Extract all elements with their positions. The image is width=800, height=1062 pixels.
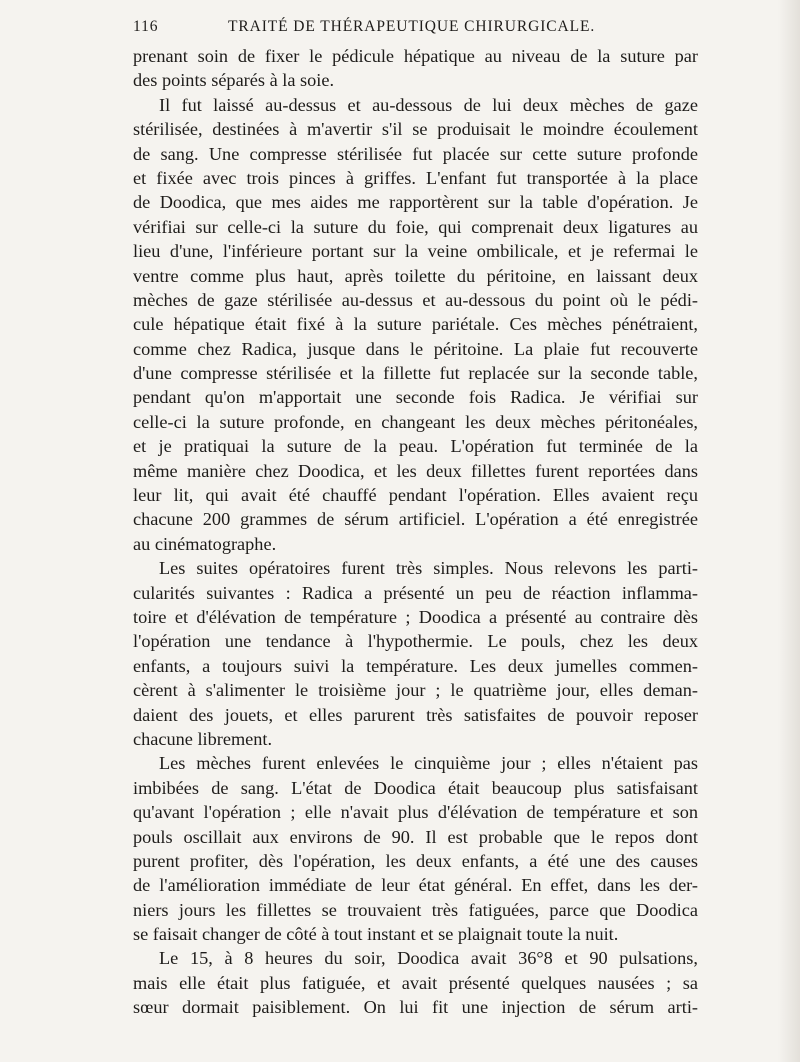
text-line: stérilisée, destinées à m'avertir s'il se produisait le moindre écoulement: [133, 119, 698, 140]
text-line: de sang. Une compresse stérilisée fut placée sur cette suture profonde: [133, 143, 698, 164]
text-line: mais elle était plus fatiguée, et avait présenté quelques nausées ; sa: [133, 972, 698, 993]
text-line: cule hépatique était fixé à la suture pariétale. Ces mèches pénétraient,: [133, 314, 698, 335]
text-line: toire et d'élévation de température ; Doodica a présenté au contraire dès: [133, 606, 698, 627]
text-line: même manière chez Doodica, et les deux fillettes furent reportées dans: [133, 460, 698, 481]
text-line: chacune 200 grammes de sérum artificiel. L'opération a été enregistrée: [133, 509, 698, 530]
text-line: cèrent à s'alimenter le troisième jour ; le quatrième jour, elles deman-: [133, 680, 698, 701]
text-line: celle-ci la suture profonde, en changeant les deux mèches péritonéales,: [133, 411, 698, 432]
running-head: [0, 18, 800, 42]
text-line: ventre comme plus haut, après toilette du péritoine, en laissant deux: [133, 265, 698, 286]
text-line: Le 15, à 8 heures du soir, Doodica avait 36°8 et 90 pulsations,: [159, 948, 698, 969]
text-line: cularités suivantes : Radica a présenté un peu de réaction inflamma-: [133, 582, 698, 603]
text-line: se faisait changer de côté à tout instant et se plaignait toute la nuit.: [133, 924, 619, 945]
text-line: Les suites opératoires furent très simples. Nous relevons les parti-: [159, 558, 698, 579]
text-line: purent profiter, dès l'opération, les deux enfants, a été une des causes: [133, 850, 698, 871]
text-line: de Doodica, que mes aides me rapportèrent sur la table d'opération. Je: [133, 192, 698, 213]
text-line: enfants, a toujours suivi la température. Les deux jumelles commen-: [133, 655, 698, 676]
text-line: chacune librement.: [133, 728, 273, 749]
text-line: Les mèches furent enlevées le cinquième jour ; elles n'étaient pas: [159, 753, 698, 774]
text-line: et je pratiquai la suture de la peau. L'opération fut terminée de la: [133, 436, 698, 457]
text-line: qu'avant l'opération ; elle n'avait plus d'élévation de température et son: [133, 802, 698, 823]
text-line: au cinématographe.: [133, 533, 277, 554]
text-line: des points séparés à la soie.: [133, 70, 335, 91]
page-number: 116: [133, 18, 159, 35]
text-line: de l'amélioration immédiate de leur état général. En effet, dans les der-: [133, 875, 698, 896]
running-title: TRAITÉ DE THÉRAPEUTIQUE CHIRURGICALE.: [228, 18, 596, 35]
text-line: leur lit, qui avait été chauffé pendant l'opération. Elles avaient reçu: [133, 485, 698, 506]
page-edge-shadow: [778, 0, 800, 1062]
text-line: et fixée avec trois pinces à griffes. L'enfant fut transportée à la place: [133, 167, 698, 188]
text-line: Il fut laissé au-dessus et au-dessous de lui deux mèches de gaze: [159, 94, 698, 115]
text-line: prenant soin de fixer le pédicule hépatique au niveau de la suture par: [133, 46, 698, 66]
text-line: d'une compresse stérilisée et la fillette fut replacée sur la seconde table,: [133, 363, 698, 384]
body-text: [133, 44, 698, 1020]
text-line: mèches de gaze stérilisée au-dessus et au-dessous du point où le pédi-: [133, 289, 698, 310]
text-line: niers jours les fillettes se trouvaient très fatiguées, parce que Doodica: [133, 899, 698, 920]
text-line: daient des jouets, et elles parurent très satisfaites de pouvoir reposer: [133, 704, 698, 725]
text-line: lieu d'une, l'inférieure portant sur la veine ombilicale, et je refermai le: [133, 241, 698, 262]
text-line: imbibées de sang. L'état de Doodica était beaucoup plus satisfaisant: [133, 777, 698, 798]
text-line: sœur dormait paisiblement. On lui fit une injection de sérum arti-: [133, 997, 698, 1018]
text-line: comme chez Radica, jusque dans le péritoine. La plaie fut recouverte: [133, 338, 698, 359]
text-line: l'opération une tendance à l'hypothermie. Le pouls, chez les deux: [133, 631, 698, 652]
text-line: pouls oscillait aux environs de 90. Il est probable que le repos dont: [133, 826, 698, 847]
text-line: vérifiai sur celle-ci la suture du foie, qui comprenait deux ligatures au: [133, 216, 698, 237]
text-line: pendant qu'on m'apportait une seconde fois Radica. Je vérifiai sur: [133, 387, 698, 408]
